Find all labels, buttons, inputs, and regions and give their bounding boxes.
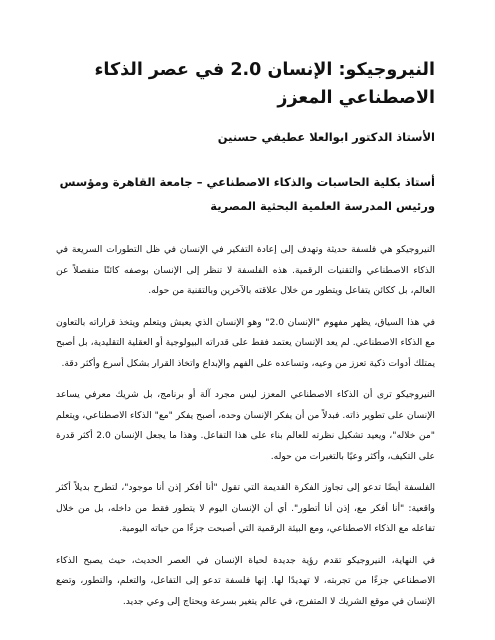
author-name: الأستاذ الدكتور ابوالعلا عطيفي حسنين	[217, 130, 435, 144]
paragraph: في هذا السياق، يظهر مفهوم "الإنسان 2.0" وهو الإنسان الذي يعيش ويتعلم ويتخذ قراراته بالتعاون مع الذكاء الاصطناعي. لم يعد الإنسان يعتمد فقط على قدراته البيولوجية أو العقلية التقليدية، بل أصبح يمتلك أدوات ذكية تعزز من وعيه، وتساعده على الفهم والإبداع واتخاذ القرار بشكل أسرع وأكثر دقة.	[56, 316, 435, 369]
author-affiliation: أستاذ بكلية الحاسبات والذكاء الاصطناعي – جامعة القاهرة ومؤسس ورئيس المدرسة العلمية البحثية المصرية	[59, 175, 435, 213]
document-title: النيروجيكو: الإنسان 2.0 في عصر الذكاء الاصطناعي المعزز	[94, 60, 435, 108]
paragraph: في النهاية، النيروجيكو تقدم رؤية جديدة لحياة الإنسان في العصر الحديث، حيث يصبح الذكاء الاصطناعي جزءًا من تجربته، لا تهديدًا لها. إنها فلسفة تدعو إلى التفاعل، والتعلم، والتطور، وتضع الإنسان في موقع الشريك لا المتفرج، في عالم يتغير بسرعة ويحتاج إلى وعي جديد.	[56, 554, 435, 607]
paragraph: النيروجيكو ترى أن الذكاء الاصطناعي المعزز ليس مجرد آلة أو برنامج، بل شريك معرفي يساعد الإنسان على تطوير ذاته. فبدلاً من أن يفكر الإنسان وحده، أصبح يفكر "مع" الذكاء الاصطناعي، ويتعلم "من خلاله"، ويعيد تشكيل نظرته للعالم بناء على هذا التفاعل. وهذا ما يجعل الإنسان 2.0 أكثر قدرة على التكيف، وأكثر وعيًا بالتغيرات من حوله.	[56, 389, 435, 462]
body-text	[56, 240, 435, 612]
paragraph: النيروجيكو هي فلسفة حديثة وتهدف إلى إعادة التفكير في الإنسان في ظل التطورات السريعة في الذكاء الاصطناعي والتقنيات الرقمية. هذه الفلسفة لا تنظر إلى الإنسان بوصفه كائنًا منفصلاً عن العالم، بل ككائن يتفاعل ويتطور من خلال علاقته بالآخرين وبالتقنية من حوله.	[56, 244, 435, 296]
paragraph: الفلسفة أيضًا تدعو إلى تجاوز الفكرة القديمة التي تقول "أنا أفكر إذن أنا موجود"، لتطرح بديلاً أكثر واقعية: "أنا أفكر مع، إذن أنا أتطور". أي أن الإنسان اليوم لا يتطور فقط من داخله، بل من خلال تفاعله مع الذكاء الاصطناعي، ومع البيئة الرقمية التي أصبحت جزءًا من حياته اليومية.	[56, 482, 435, 534]
